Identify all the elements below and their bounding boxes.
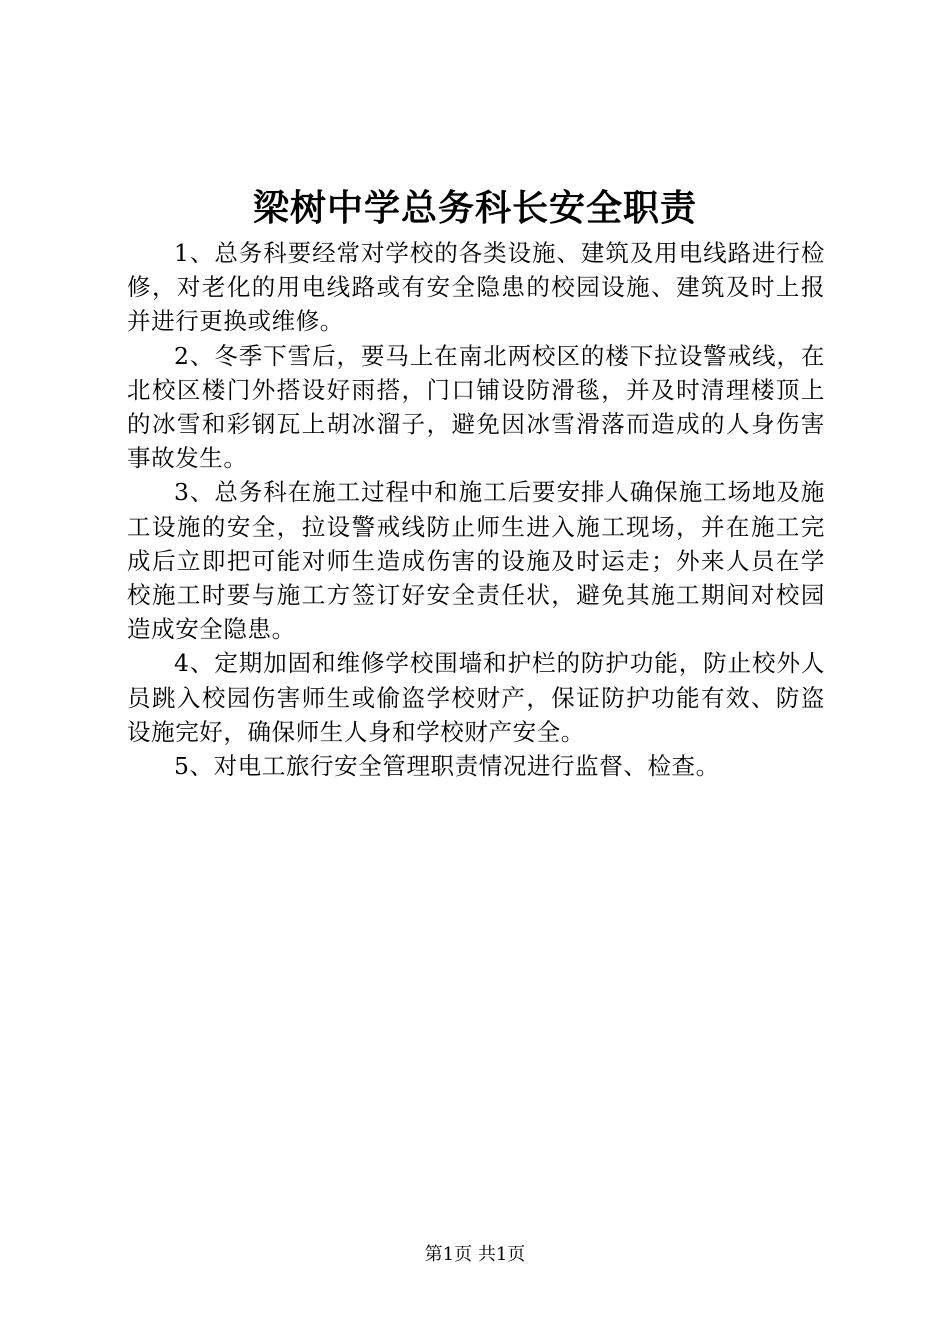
document-title: 梁树中学总务科长安全职责 bbox=[252, 187, 697, 229]
paragraph-3: 3、总务科在施工过程中和施工后要安排人确保施工场地及施工设施的安全，拉设警戒线防止师生进入施工现场，并在施工完成后立即把可能对师生造成伤害的设施及时运走；外来人员在学校施工时要与施工方签订好安全责任状，避免其施工期间对校园造成安全隐患。 bbox=[127, 478, 825, 644]
paragraph-1: 1、总务科要经常对学校的各类设施、建筑及用电线路进行检修，对老化的用电线路或有安全隐患的校园设施、建筑及时上报并进行更换或维修。 bbox=[127, 239, 825, 336]
page-footer: 第1页 共1页 bbox=[424, 1244, 526, 1265]
document-body bbox=[127, 236, 825, 783]
paragraph-4: 4、定期加固和维修学校围墙和护栏的防护功能，防止校外人员跳入校园伤害师生或偷盗学校财产，保证防护功能有效、防盗设施完好，确保师生人身和学校财产安全。 bbox=[127, 649, 825, 746]
paragraph-2: 2、冬季下雪后，要马上在南北两校区的楼下拉设警戒线，在北校区楼门外搭设好雨搭，门口铺设防滑毯，并及时清理楼顶上的冰雪和彩钢瓦上胡冰溜子，避免因冰雪滑落而造成的人身伤害事故发生。 bbox=[127, 341, 825, 473]
paragraph-5: 5、对电工旅行安全管理职责情况进行监督、检查。 bbox=[174, 752, 720, 781]
